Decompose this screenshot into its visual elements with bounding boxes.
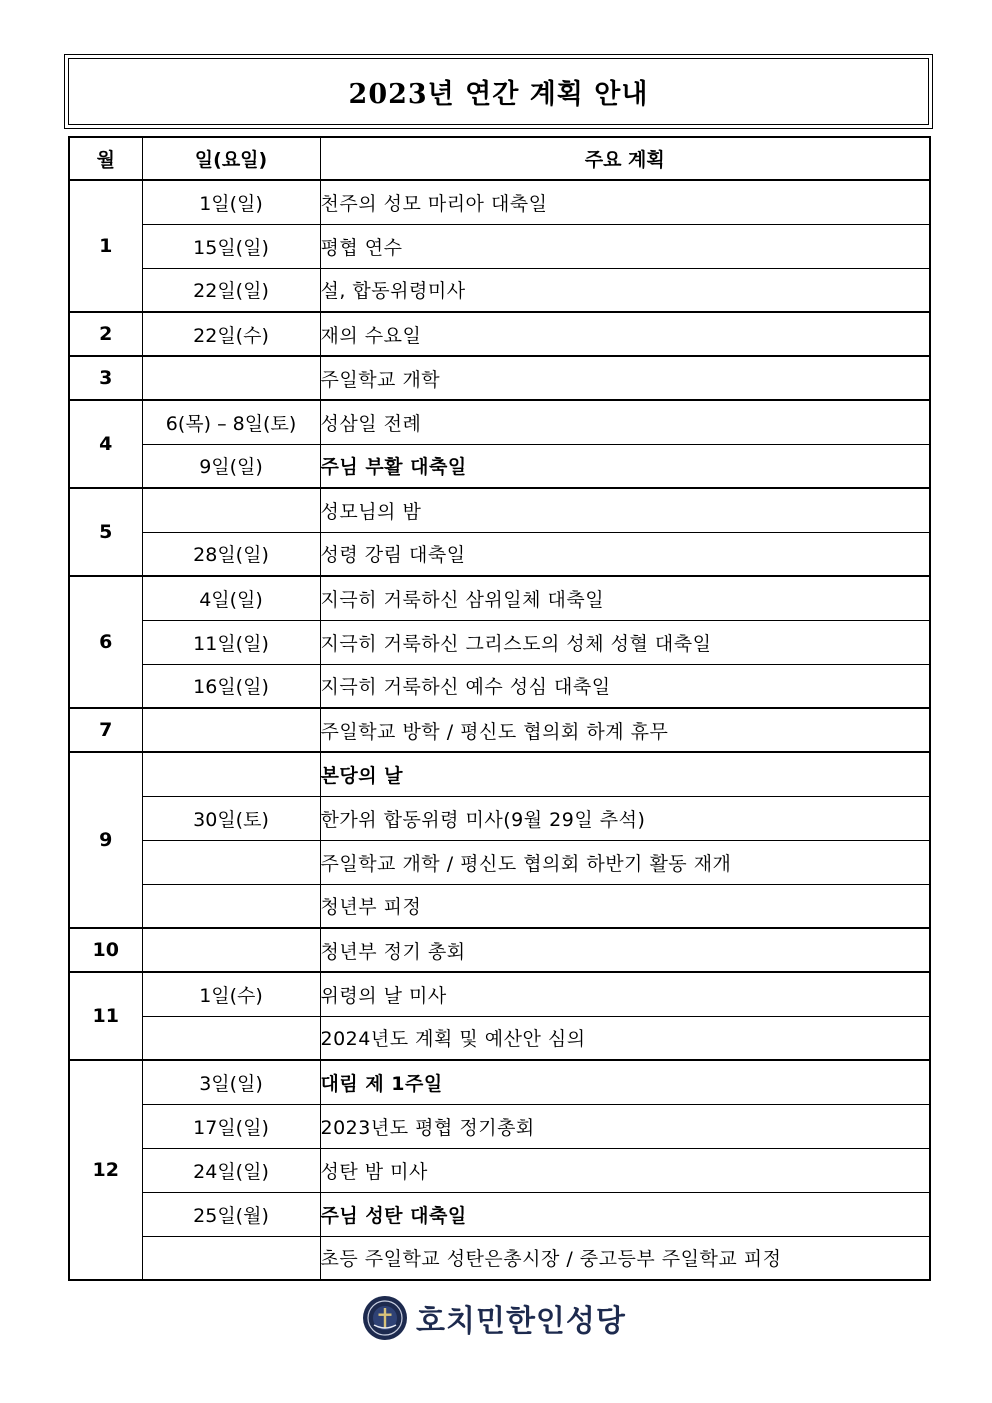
event-cell: 주일학교 방학 / 평신도 협의회 하계 휴무 [320,708,930,752]
event-cell: 대림 제 1주일 [320,1060,930,1104]
month-cell: 12 [69,1060,142,1280]
table-row [69,532,930,576]
day-cell: 17일(일) [142,1104,320,1148]
table-row [69,576,930,620]
event-cell: 주일학교 개학 / 평신도 협의회 하반기 활동 재개 [320,840,930,884]
event-cell: 본당의 날 [320,752,930,796]
day-cell: 24일(일) [142,1148,320,1192]
table-row [69,488,930,532]
header-plan: 주요 계획 [320,137,930,180]
event-cell: 2023년도 평협 정기총회 [320,1104,930,1148]
day-cell: 1일(일) [142,180,320,224]
table-row [69,1104,930,1148]
event-cell: 평협 연수 [320,224,930,268]
day-cell: 1일(수) [142,972,320,1016]
day-cell [142,840,320,884]
day-cell: 9일(일) [142,444,320,488]
event-cell: 한가위 합동위령 미사(9월 29일 추석) [320,796,930,840]
table-row [69,620,930,664]
event-cell: 지극히 거룩하신 그리스도의 성체 성혈 대축일 [320,620,930,664]
day-cell: 22일(일) [142,268,320,312]
header-month: 월 [69,137,142,180]
event-cell: 주님 부활 대축일 [320,444,930,488]
header-day: 일(요일) [142,137,320,180]
day-cell [142,356,320,400]
table-row [69,1236,930,1280]
table-row [69,1148,930,1192]
event-cell: 위령의 날 미사 [320,972,930,1016]
day-cell: 3일(일) [142,1060,320,1104]
event-cell: 청년부 피정 [320,884,930,928]
event-cell: 2024년도 계획 및 예산안 심의 [320,1016,930,1060]
event-cell: 성탄 밤 미사 [320,1148,930,1192]
table-row [69,928,930,972]
table-row [69,312,930,356]
church-seal-icon [362,1295,408,1341]
day-cell [142,1016,320,1060]
month-cell: 11 [69,972,142,1060]
table-row [69,752,930,796]
day-cell: 4일(일) [142,576,320,620]
annual-plan-table [68,136,931,1281]
month-cell: 4 [69,400,142,488]
table-row [69,664,930,708]
day-cell: 15일(일) [142,224,320,268]
title-box [64,54,933,129]
event-cell: 지극히 거룩하신 예수 성심 대축일 [320,664,930,708]
day-cell [142,488,320,532]
event-cell: 주님 성탄 대축일 [320,1192,930,1236]
table-row [69,268,930,312]
day-cell [142,928,320,972]
month-cell: 2 [69,312,142,356]
month-cell: 6 [69,576,142,708]
day-cell: 16일(일) [142,664,320,708]
event-cell: 성령 강림 대축일 [320,532,930,576]
day-cell: 6(목) – 8일(토) [142,400,320,444]
month-cell: 9 [69,752,142,928]
day-cell: 30일(토) [142,796,320,840]
day-cell [142,708,320,752]
month-cell: 7 [69,708,142,752]
month-cell: 1 [69,180,142,312]
event-cell: 재의 수요일 [320,312,930,356]
event-cell: 설, 합동위령미사 [320,268,930,312]
table-row [69,1060,930,1104]
day-cell [142,1236,320,1280]
month-cell: 10 [69,928,142,972]
table-row [69,400,930,444]
table-row [69,972,930,1016]
table-row [69,180,930,224]
day-cell: 22일(수) [142,312,320,356]
table-row [69,224,930,268]
day-cell [142,884,320,928]
page-title: 2023년 연간 계획 안내 [68,58,929,125]
event-cell: 청년부 정기 총회 [320,928,930,972]
table-row [69,1016,930,1060]
table-row [69,884,930,928]
table-row [69,708,930,752]
day-cell: 28일(일) [142,532,320,576]
event-cell: 천주의 성모 마리아 대축일 [320,180,930,224]
event-cell: 초등 주일학교 성탄은총시장 / 중고등부 주일학교 피정 [320,1236,930,1280]
table-body [69,180,930,1280]
day-cell: 11일(일) [142,620,320,664]
day-cell [142,752,320,796]
month-cell: 5 [69,488,142,576]
table-header-row [69,137,930,180]
table-row [69,1192,930,1236]
table-row [69,356,930,400]
event-cell: 지극히 거룩하신 삼위일체 대축일 [320,576,930,620]
table-row [69,796,930,840]
table-row [69,444,930,488]
event-cell: 주일학교 개학 [320,356,930,400]
footer-logo [362,1292,642,1344]
table-row [69,840,930,884]
org-name: 호치민한인성당 [416,1304,626,1339]
event-cell: 성모님의 밤 [320,488,930,532]
month-cell: 3 [69,356,142,400]
day-cell: 25일(월) [142,1192,320,1236]
event-cell: 성삼일 전례 [320,400,930,444]
